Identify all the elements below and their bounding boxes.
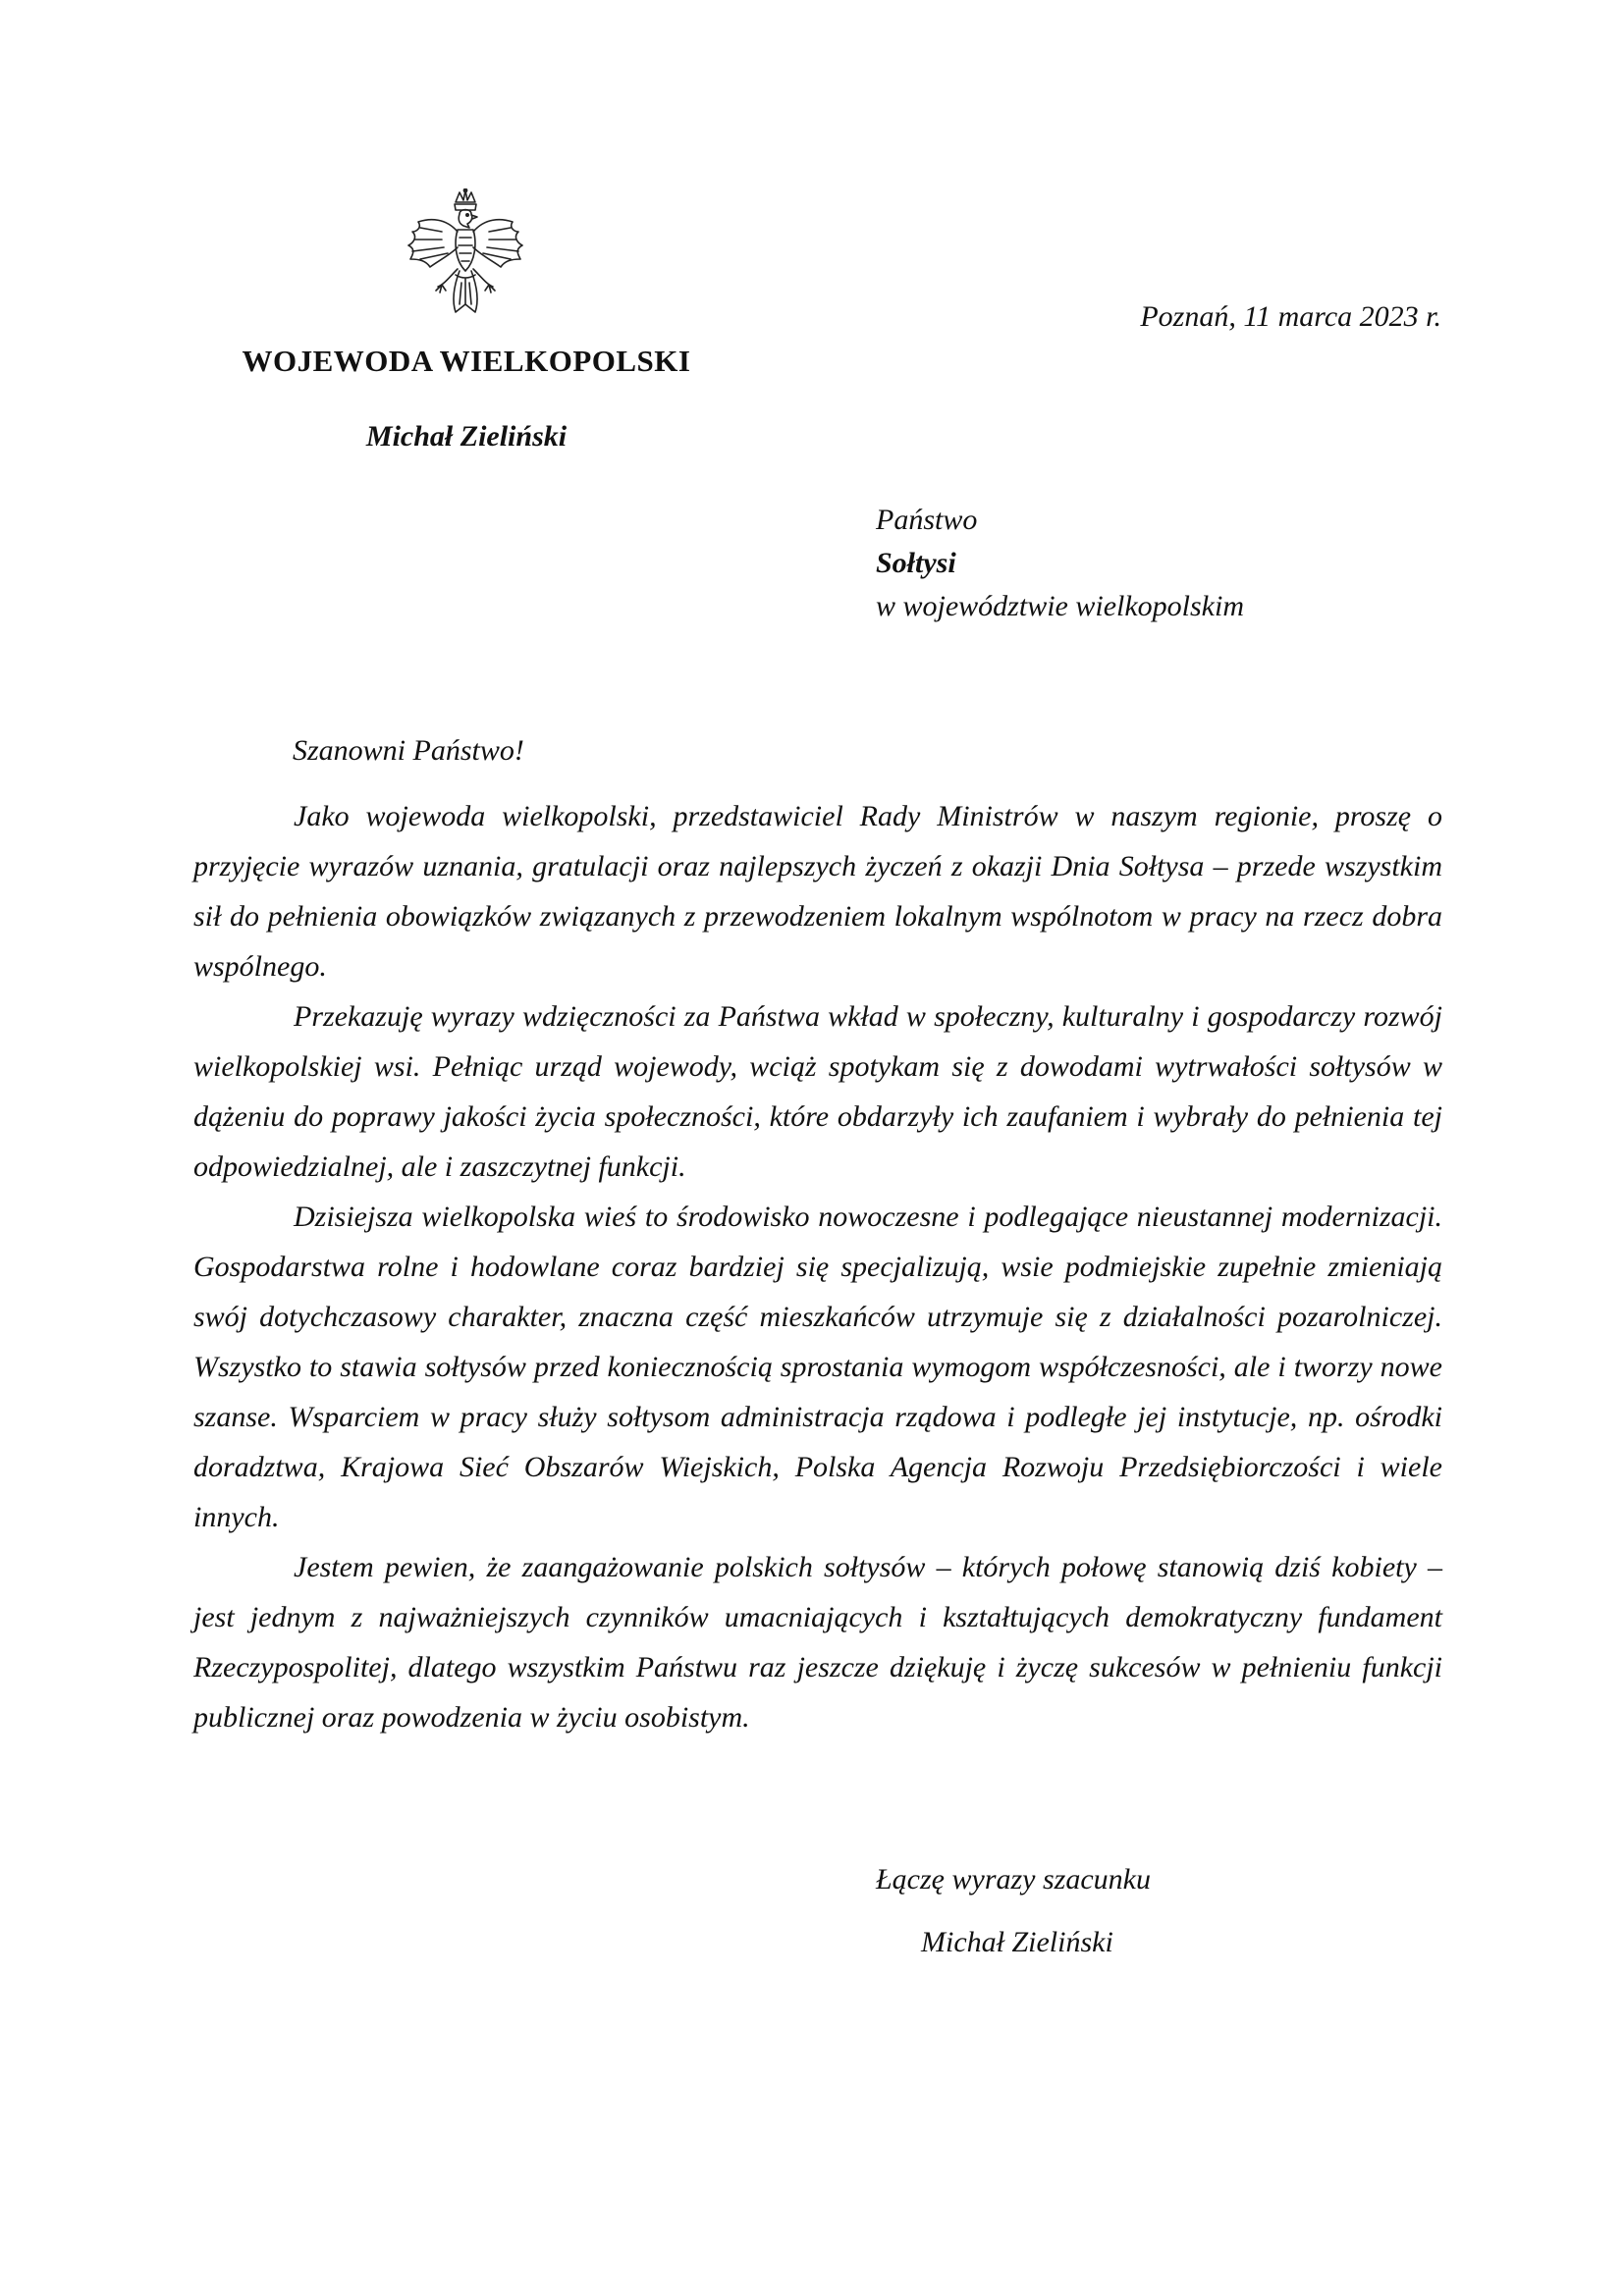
author-name: Michał Zieliński: [365, 420, 568, 453]
office-title: WOJEWODA WIELKOPOLSKI: [242, 344, 691, 378]
body-paragraph: Jako wojewoda wielkopolski, przedstawiciel Rady Ministrów w naszym regionie, proszę o przyjęcie wyrazów uznania, gratulacji oraz najlepszych życzeń z okazji Dnia Sołtysa – przede wszystkim sił do pełnienia obowiązków związanych z przewodzeniem lokalnym wspólnotom w pracy na rzecz dobra wspólnego.: [193, 800, 1442, 983]
letter-body: [193, 791, 1442, 1742]
body-paragraph: Jestem pewien, że zaangażowanie polskich sołtysów – których połowę stanowią dziś kobiety – jest jednym z najważniejszych czynników umacniających i kształtujących demokratyczny fundament Rzeczypospolitej, dlatego wszystkim Państwu raz jeszcze dziękuję i życzę sukcesów w pełnieniu funkcji publicznej oraz powodzenia w życiu osobistym.: [193, 1551, 1442, 1734]
recipient-line: Sołtysi: [876, 547, 956, 579]
recipient-line: Państwo: [876, 504, 978, 536]
body-paragraph: Dzisiejsza wielkopolska wieś to środowisko nowoczesne i podlegające nieustannej modernizacji. Gospodarstwa rolne i hodowlane coraz bardziej się specjalizują, wsie podmiejskie zupełnie zmieniają swój dotychczasowy charakter, znaczna część mieszkańców utrzymuje się z działalności pozarolniczej. Wszystko to stawia sołtysów przed koniecznością sprostania wymogom współczesności, ale i tworzy nowe szanse. Wsparciem w pracy służy sołtysom administracja rządowa i podległe jej instytucje, np. ośrodki doradztwa, Krajowa Sieć Obszarów Wiejskich, Polska Agencja Rozwoju Przedsiębiorczości i wiele innych.: [193, 1201, 1442, 1533]
letter-date: Poznań, 11 marca 2023 r.: [1140, 300, 1441, 333]
eagle-emblem-icon: [403, 188, 528, 336]
body-paragraph: Przekazuję wyrazy wdzięczności za Państwa wkład w społeczny, kulturalny i gospodarczy rozwój wielkopolskiej wsi. Pełniąc urząd wojewody, wciąż spotykam się z dowodami wytrwałości sołtysów w dążeniu do poprawy jakości życia społeczności, które obdarzyły ich zaufaniem i wybrały do pełnienia tej odpowiedzialnej, ale i zaszczytnej funkcji.: [193, 1000, 1442, 1183]
recipient-block: [876, 499, 1244, 628]
salutation: Szanowni Państwo!: [293, 734, 524, 767]
recipient-line: w województwie wielkopolskim: [876, 590, 1244, 622]
closing-phrase: Łączę wyrazy szacunku: [876, 1863, 1151, 1896]
signature-name: Michał Zieliński: [921, 1926, 1113, 1958]
